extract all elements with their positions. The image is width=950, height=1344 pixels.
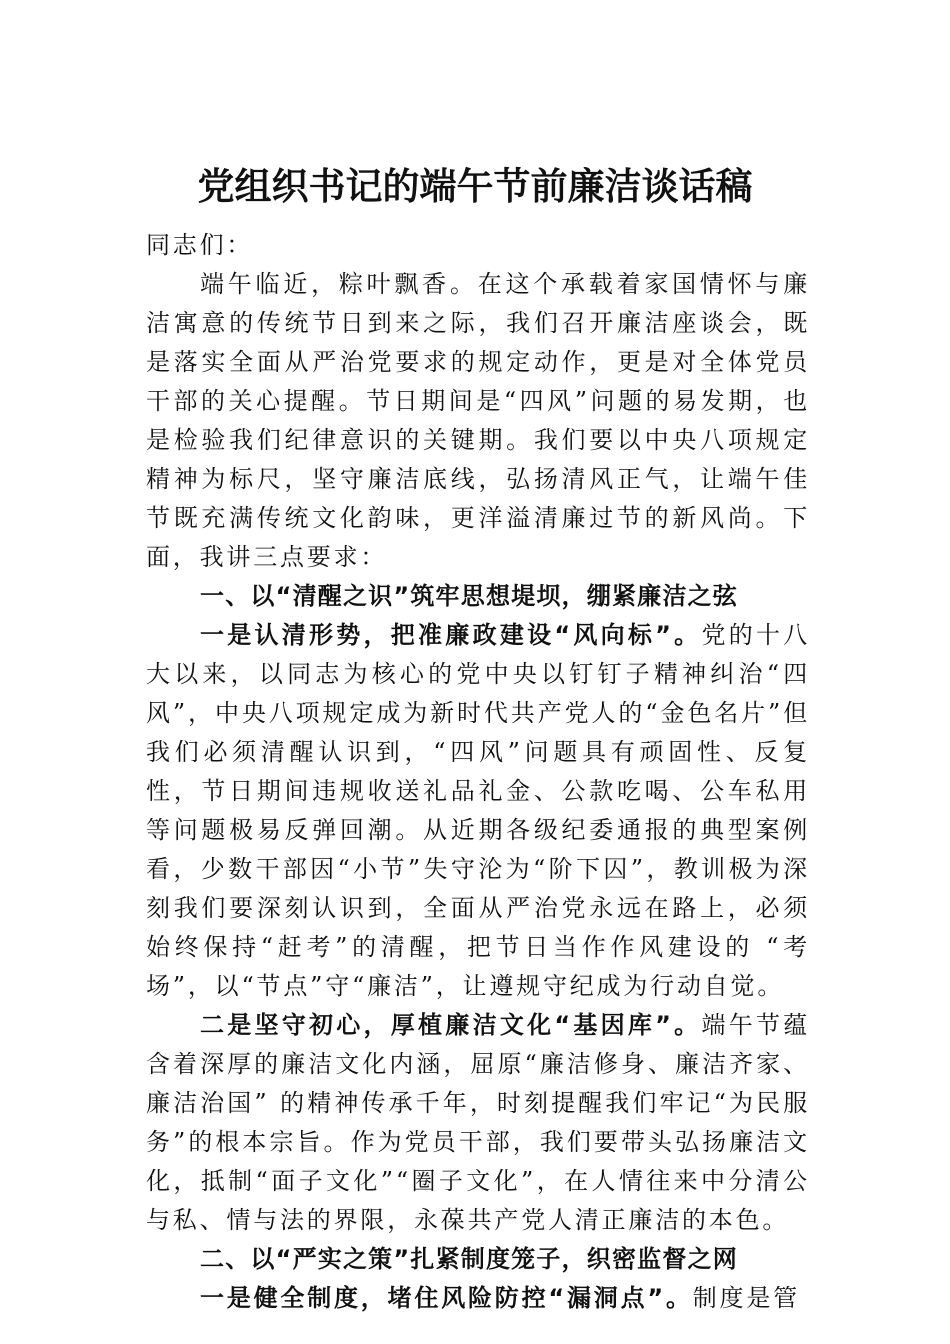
section-2-point-1	[146, 1279, 810, 1318]
section-2-point-1-lead: 一是健全制度，堵住风险防控“漏洞点”。	[200, 1284, 693, 1312]
section-2-point-1-text: 制度是管	[692, 1284, 800, 1312]
salutation: 同志们：	[146, 231, 254, 259]
section-1-heading: 一、以“清醒之识”筑牢思想堤坝，绷紧廉洁之弦	[200, 582, 738, 610]
intro-paragraph: 端午临近，粽叶飘香。在这个承载着家国情怀与廉洁寓意的传统节日到来之际，我们召开廉洁座谈会，既是落实全面从严治党要求的规定动作，更是对全体党员干部的关心提醒。节日期间是“四风”问题的易发期，也是检验我们纪律意识的关键期。我们要以中央八项规定精神为标尺，坚守廉洁底线，弘扬清风正气，让端午佳节既充满传统文化韵味，更洋溢清廉过节的新风尚。下面，我讲三点要求：	[146, 270, 810, 571]
document-body	[146, 226, 810, 1318]
section-1-point-1	[146, 616, 810, 1006]
section-1-point-2	[146, 1006, 810, 1240]
section-1-point-1-lead: 一是认清形势，把准廉政建设“风向标”。	[200, 621, 702, 649]
section-2-heading: 二、以“严实之策”扎紧制度笼子，织密监督之网	[200, 1245, 738, 1273]
section-1-point-2-text: 端午节蕴含着深厚的廉洁文化内涵，屈原“廉洁修身、廉洁齐家、廉洁治国” 的精神传承千年，时刻提醒我们牢记“为民服务”的根本宗旨。作为党员干部，我们要带头弘扬廉洁文化，抵制“面子文化”“圈子文化”，在人情往来中分清公与私、情与法的界限，永葆共产党人清正廉洁的本色。	[146, 1011, 811, 1234]
section-1-point-1-text: 党的十八大以来，以同志为核心的党中央以钉钉子精神纠治“四风”，中央八项规定成为新时代共产党人的“金色名片”但我们必须清醒认识到，“四风”问题具有顽固性、反复性，节日期间违规收送礼品礼金、公款吃喝、公车私用等问题极易反弹回潮。从近期各级纪委通报的典型案例看，少数干部因“小节”失守沦为“阶下囚”，教训极为深刻我们要深刻认识到，全面从严治党永远在路上，必须始终保持“赶考”的清醒，把节日当作作风建设的 “考场”，以“节点”守“廉洁”，让遵规守纪成为行动自觉。	[146, 621, 811, 1000]
section-1-point-2-lead: 二是坚守初心，厚植廉洁文化“基因库”。	[200, 1011, 702, 1039]
document-title: 党组织书记的端午节前廉洁谈话稿	[197, 164, 753, 208]
